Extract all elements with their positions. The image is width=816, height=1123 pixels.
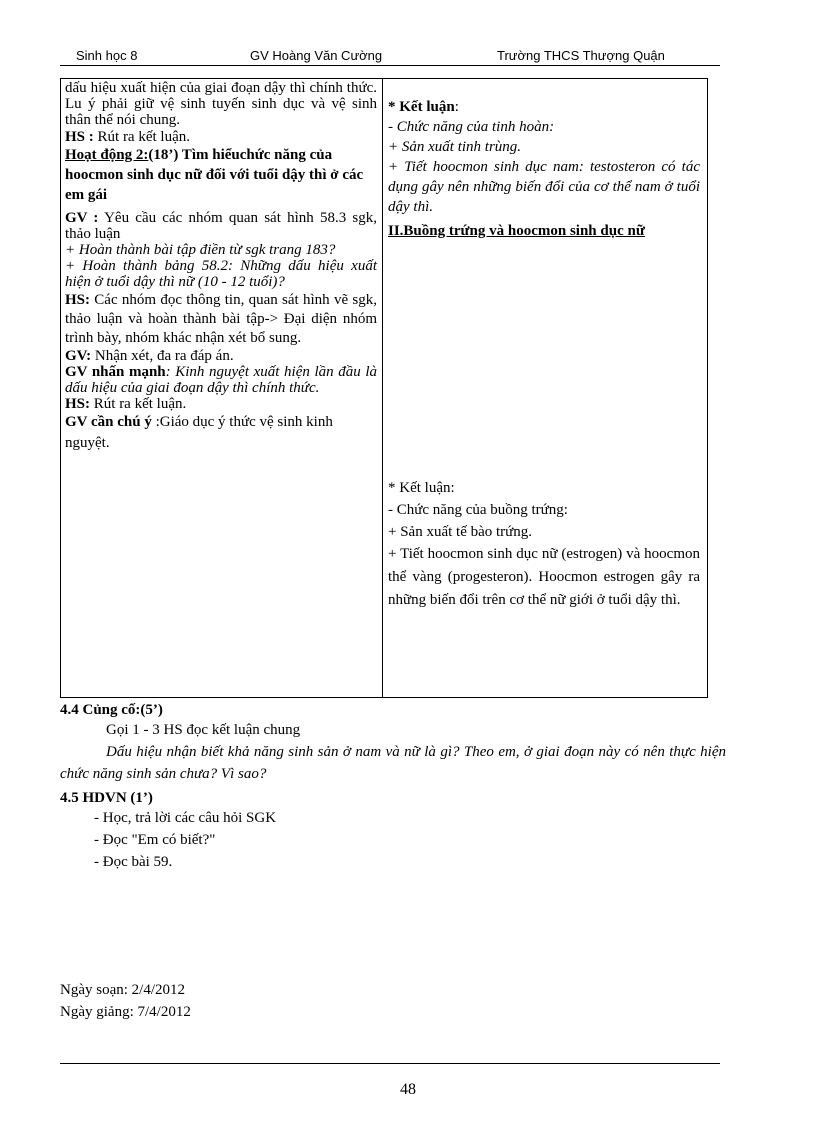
table-column-divider — [382, 78, 383, 698]
left-para-7: HS: Các nhóm đọc thông tin, quan sát hình vẽ sgk, thảo luận và hoàn thành bài tập-> Đại diện nhóm trình bày, nhóm khác nhận xét bổ sung. — [65, 292, 377, 346]
homework-item: - Đọc "Em có biết?" — [94, 832, 216, 848]
date-taught: Ngày giảng: 7/4/2012 — [60, 1004, 191, 1020]
left-para-11: GV cần chú ý :Giáo dục ý thức vệ sinh kinh nguyệt. — [65, 414, 333, 451]
left-para-10: HS: Rút ra kết luận. — [65, 396, 187, 412]
footer-divider — [60, 1063, 720, 1064]
conclusion-1-title: * Kết luận: — [388, 99, 459, 115]
left-para-6: + Hoàn thành bảng 58.2: Những dấu hiệu xuất hiện ở tuổi dậy thì nữ (10 - 12 tuổi)? — [65, 258, 377, 290]
homework-item: - Học, trả lời các câu hỏi SGK — [94, 810, 277, 826]
left-para-1: dấu hiệu xuất hiện của giai đoạn dậy thì chính thức. Lu ý phải giữ vệ sinh tuyến sinh dục và vệ sinh thân thể nói chung. — [65, 80, 377, 128]
left-para-4: GV : Yêu cầu các nhóm quan sát hình 58.3 sgk, thảo luận — [65, 210, 377, 242]
header-teacher: GV Hoàng Văn Cường — [250, 48, 383, 63]
homework-item: - Đọc bài 59. — [94, 854, 173, 870]
consolidation-question: Dấu hiệu nhận biết khả năng sinh sản ở nam và nữ là gì? Theo em, ở giai đoạn này có nên thực hiện chức năng sinh sản chưa? Vì sao? — [60, 744, 726, 782]
conclusion-2-line-1: - Chức năng của buồng trứng: — [388, 502, 568, 518]
header-divider — [60, 65, 720, 66]
homework-section — [60, 790, 726, 873]
conclusion-2-line-3: + Tiết hoocmon sinh dục nữ (estrogen) và hoocmon thể vàng (progesteron). Hoocmon estrogen gây ra những biến đổi trên cơ thể nữ giới ở tuổi dậy thì. — [388, 546, 700, 608]
conclusions-column — [388, 97, 700, 612]
activity-2-heading: Hoạt động 2:(18’) Tìm hiểuchức năng của hoocmon sinh dục nữ đối với tuổi dậy thì ở các em gái — [65, 147, 364, 203]
left-para-9: GV nhấn mạnh: Kinh nguyệt xuất hiện lần đầu là dấu hiệu của giai đoạn dậy thì chính thức. — [65, 364, 377, 396]
conclusion-1-line-1: - Chức năng của tinh hoàn: — [388, 119, 555, 135]
left-para-2: HS : Rút ra kết luận. — [65, 129, 190, 145]
dates-section — [60, 979, 726, 1023]
conclusion-2-line-2: + Sản xuất tế bào trứng. — [388, 524, 533, 540]
conclusion-1-line-3: + Tiết hoocmon sinh dục nam: testosteron có tác dụng gây nên những biến đổi của cơ thể nam ở tuổi dậy thì. — [388, 159, 700, 215]
left-para-8: GV: Nhận xét, đa ra đáp án. — [65, 348, 234, 364]
header-subject: Sinh học 8 — [76, 48, 138, 63]
teacher-student-activities — [65, 80, 377, 454]
conclusion-1-line-2: + Sản xuất tinh trùng. — [388, 139, 522, 155]
page-number: 48 — [400, 1081, 416, 1098]
conclusion-2-title: * Kết luận: — [388, 480, 455, 496]
homework-heading: 4.5 HDVN (1’) — [60, 790, 153, 806]
section-2-heading: II.Buồng trứng và hoocmon sinh dục nữ — [388, 223, 645, 239]
right-spacer — [388, 241, 700, 477]
left-para-5: + Hoàn thành bài tập điền từ sgk trang 183? — [65, 242, 336, 258]
date-prepared: Ngày soạn: 2/4/2012 — [60, 982, 185, 998]
consolidation-line-1: Gọi 1 - 3 HS đọc kết luận chung — [106, 722, 301, 738]
consolidation-heading: 4.4 Củng cố:(5’) — [60, 702, 163, 718]
consolidation-section — [60, 702, 726, 785]
header-school: Trường THCS Thượng Quận — [497, 48, 665, 63]
page-header — [60, 48, 720, 64]
